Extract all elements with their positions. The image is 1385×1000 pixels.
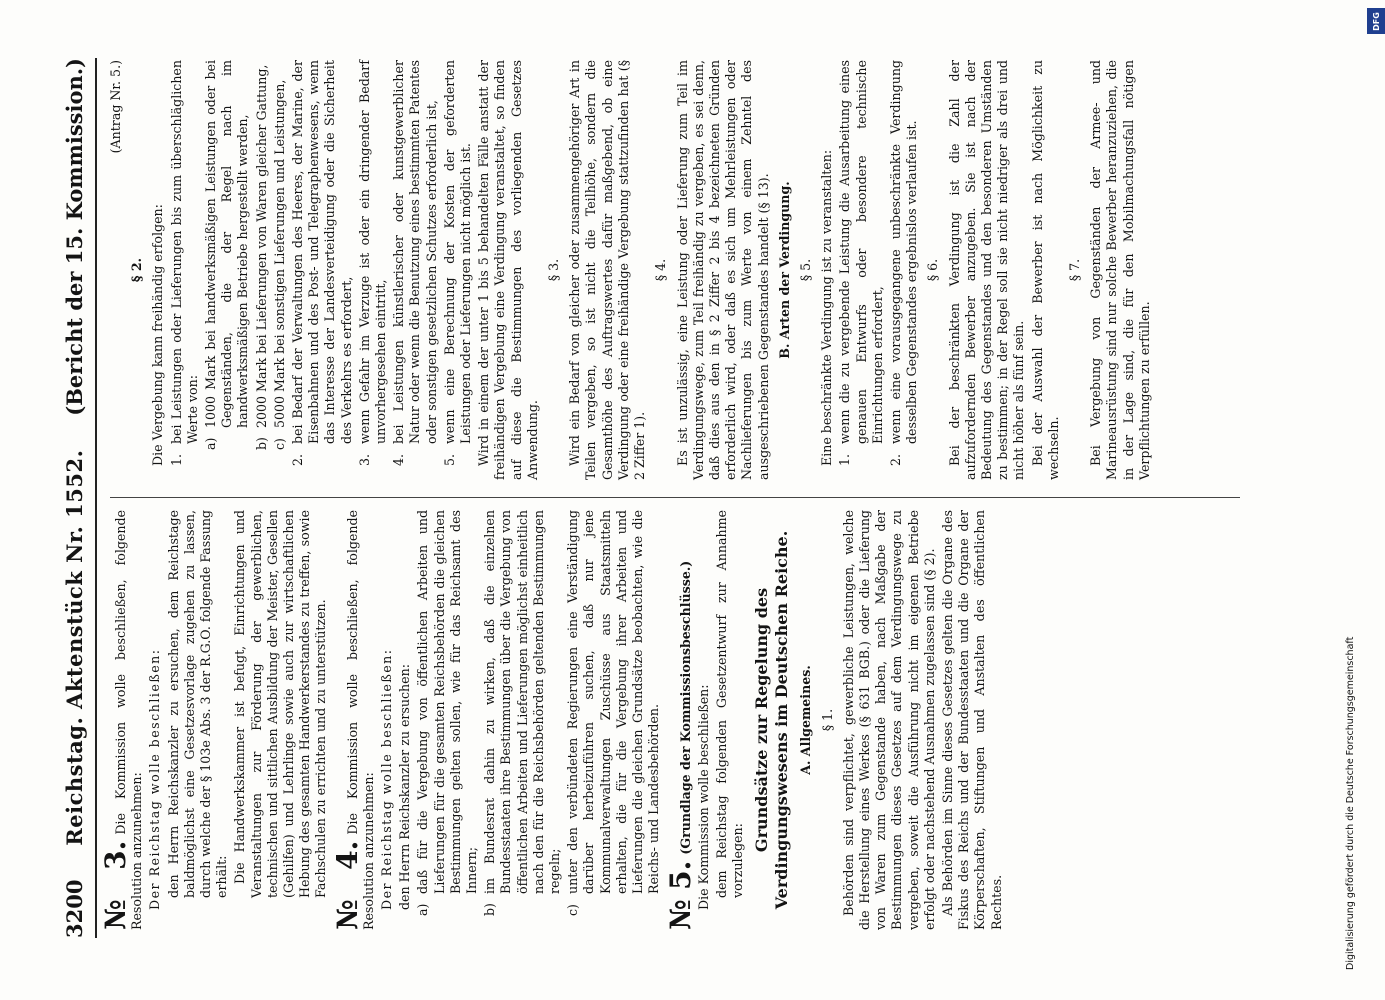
paragraph-2-intro: Die Vergebung kann freihändig erfolgen:: [150, 204, 166, 466]
paragraph-7-heading: § 7.: [1066, 258, 1082, 282]
list-item: 5. wenn eine Berechnung der Kosten der geforderten Leistungen oder Lieferungen nicht möglich ist.: [441, 60, 474, 466]
list-item: 1. wenn die zu vergebende Leistung die Ausarbeitung eines genauen Entwurfs oder besondere technische Einrichtungen erfordert,: [837, 60, 885, 466]
list-item: c) 5000 Mark bei sonstigen Lieferungen und Leistungen,: [271, 79, 287, 450]
resolution-4-number: № 4.: [330, 840, 364, 930]
paragraph-4-heading: § 4.: [653, 258, 669, 282]
resolution-3-reichstag: Der Reichstag wolle beschließen:: [147, 648, 163, 910]
resolution-4-text: den Herrn Reichskanzler zu ersuchen:: [397, 664, 413, 910]
list-item: a) 1000 Mark bei handwerksmäßigen Leistungen oder bei Gegenständen, die der Regel nach im handwerksmäßigen Betriebe hergestellt werden,: [203, 60, 251, 450]
paragraph-2-heading: § 2.: [129, 257, 145, 283]
resolution-3-intro: № 3.Die Kommission wolle beschließen, folgende Resolution anzunehmen:: [99, 510, 145, 930]
paragraph-5-intro: Eine beschränkte Verdingung ist zu veranstalten:: [819, 149, 835, 466]
list-item: 3. wenn Gefahr im Verzuge ist oder ein dringender Bedarf unvorhergesehen eintritt,: [356, 60, 389, 466]
dfg-logo: DFG: [1367, 8, 1385, 34]
list-item: b) im Bundesrat dahin zu wirken, daß die einzelnen Bundesstaaten ihre Bestimmungen über die Vergebung von öffentlichen Arbeiten und Lieferungen möglichst einheitlich nach den für die Reichsbehörden geltenden Bestimmungen regeln;: [482, 510, 563, 916]
resolution-5-text: dem Reichstag folgenden Gesetzentwurf zur Annahme vorzulegen:: [713, 510, 746, 898]
paragraph-6-text-2: Bei der Auswahl der Bewerber ist nach Möglichkeit zu wechseln.: [1029, 60, 1061, 480]
resolution-3-quote: Die Handwerkskammer ist befugt, Einrichtungen und Veranstaltungen zur Förderung der gewerblichen, technischen und sittlichen Ausbildung der Meister, Gesellen (Gehilfen) und Lehrlinge sowie auch zur wirtschaftlichen Hebung des gesamten Handwerkerstandes zu treffen, sowie Fachschulen zu errichten und zu unterstützen.: [232, 510, 329, 898]
list-item: a) daß für die Vergebung von öffentlichen Arbeiten und Lieferungen für die gesamten Reichsbehörden die gleichen Bestimmungen gelten sollen, wie für das Reichsamt des Innern;: [415, 510, 480, 916]
paragraph-7-text: Bei Vergebung von Gegenständen der Armee- und Marineausrüstung sind nur solche Bewerber heranzuziehen, die in der Lage sind, die für den Mobilmachungsfall nötigen Verpflichtungen zu erfüllen.: [1088, 60, 1152, 480]
resolution-4-reichstag: Der Reichstag wolle beschließen:: [379, 648, 395, 910]
page-number: 3200: [62, 879, 87, 938]
resolution-4-intro: № 4.Die Kommission wolle beschließen, folgende Resolution anzunehmen:: [330, 510, 376, 930]
list-item: c) unter den verbündeten Regierungen eine Verständigung darüber herbeizuführen suchen, daß nur jene Kommunalverwaltungen Zuschüsse aus Staatsmitteln erhalten, die für die Vergebung ihrer Arbeiten und Lieferungen die gleichen Grundsätze beobachten, wie die Reichs- und Landesbehörden.: [565, 510, 662, 916]
column-divider: [110, 497, 1240, 498]
paragraph-5-heading: § 5.: [797, 258, 813, 282]
paragraph-3-text: Wird ein Bedarf von gleicher oder zusammengehöriger Art in Teilen vergeben, so ist nicht die Teilhöhe, sondern die Gesamthöhe des Auftragswertes dafür maßgebend, ob eine Verdingung oder eine freihändige Vergebung stattzufinden hat (§ 2 Ziffer 1).: [567, 60, 648, 480]
section-a-heading: A. Allgemeines.: [798, 665, 814, 775]
list-item: 1. bei Leistungen oder Lieferungen bis zum überschläglichen Werte von:: [168, 60, 200, 466]
paragraph-3-heading: § 3.: [546, 258, 562, 282]
paragraph-4-text: Es ist unzulässig, eine Leistung oder Lieferung zum Teil im Verdingungswege, zum Teil freihändig zu vergeben, es sei denn, daß dies aus den in § 2 Ziffer 2 bis 4 bezeichneten Gründen erforderlich wird, oder daß es sich um Mehrleistungen oder Nachlieferungen bis zum Werte von einem Zehntel des ausgeschriebenen Gegenstandes handelt (§ 13).: [674, 60, 771, 480]
resolution-3-text: den Herrn Reichskanzler zu ersuchen, dem Reichstage baldmöglichst eine Gesetzesvorlage zugehen zu lassen, durch welche der § 103e Abs. 3 der R.G.O. folgende Fassung erhält:: [165, 510, 230, 898]
antrag-reference: (Antrag Nr. 5.): [108, 60, 123, 154]
list-item: b) 2000 Mark bei Lieferungen von Waren gleicher Gattung,: [253, 64, 269, 450]
header-subtitle: (Bericht der 15. Kommission.): [62, 58, 87, 416]
left-column: [99, 510, 1258, 930]
paragraph-1-heading: § 1.: [819, 708, 835, 732]
list-item: 2. bei Bedarf der Verwaltungen des Heeres, der Marine, der Eisenbahnen und des Post- und Telegraphenwesens, wenn das Interesse der Landesverteidigung oder die Sicherheit des Verkehrs es erfordert,: [290, 60, 354, 466]
digitization-note-text: Digitalisierung gefördert durch die Deutsche Forschungsgemeinschaft: [1345, 636, 1356, 970]
paragraph-1-text: Behörden sind verpflichtet, gewerbliche Leistungen, welche die Herstellung eines Werkes (§ 631 BGB.) oder die Lieferung von Waren zum Gegenstande haben, nach Maßgabe der Bestimmungen dieses Gesetzes auf dem Verdingungswege zu vergeben, soweit die Ausführung nicht im eigenen Betriebe erfolgt oder nachstehend Ausnahmen zugelassen sind (§ 2).: [840, 510, 937, 930]
law-title: Grundsätze zur Regelung des Verdingungswesens im Deutschen Reiche.: [752, 530, 792, 910]
resolution-5-heading: № 5.(Grundlage der Kommissionsbeschlüsse.): [663, 560, 697, 930]
list-item: 4. bei Leistungen künstlerischer oder kunstgewerblicher Natur oder wenn die Benutzung eines bestimmten Patentes oder sonstigen gesetzlichen Schutzes erforderlich ist,: [391, 60, 439, 466]
paragraph-1-text-2: Als Behörden im Sinne dieses Gesetzes gelten die Organe des Fiskus des Reichs und der Bundesstaaten und die Organe der Körperschaften, Stiftungen und Anstalten des öffentlichen Rechtes.: [939, 510, 1004, 930]
paragraph-6-text: Bei der beschränkten Verdingung ist die Zahl der aufzufordernden Bewerber anzugeben. Sie ist nach der Bedeutung des Gegenstandes und den besonderen Umständen zu bestimmen; in der Regel soll sie nicht niedriger als drei und nicht höher als fünf sein.: [946, 60, 1027, 480]
right-column: [108, 60, 1258, 480]
header-rule: [95, 58, 97, 938]
resolution-5-intro: Die Kommission wolle beschließen:: [695, 684, 711, 910]
page-header: [62, 58, 96, 938]
paragraph-2-text: Wird in einem der unter 1 bis 5 behandelten Fälle anstatt der freihändigen Vergebung eine Verdingung veranstaltet, so finden auf diese die Bestimmungen des vorliegenden Gesetzes Anwendung.: [476, 60, 540, 480]
list-item: 2. wenn eine vorausgegangene unbeschränkte Verdingung desselben Gegenstandes ergebnislos verlaufen ist.: [887, 60, 920, 466]
resolution-3-number: № 3.: [99, 840, 132, 930]
section-b-heading: B. Arten der Verdingung.: [776, 181, 792, 359]
paragraph-6-heading: § 6.: [925, 258, 941, 282]
digitization-note: [1345, 40, 1373, 970]
resolution-5-number: № 5.: [663, 860, 697, 930]
header-title: Reichstag. Aktenstück Nr. 1552.: [62, 449, 87, 846]
